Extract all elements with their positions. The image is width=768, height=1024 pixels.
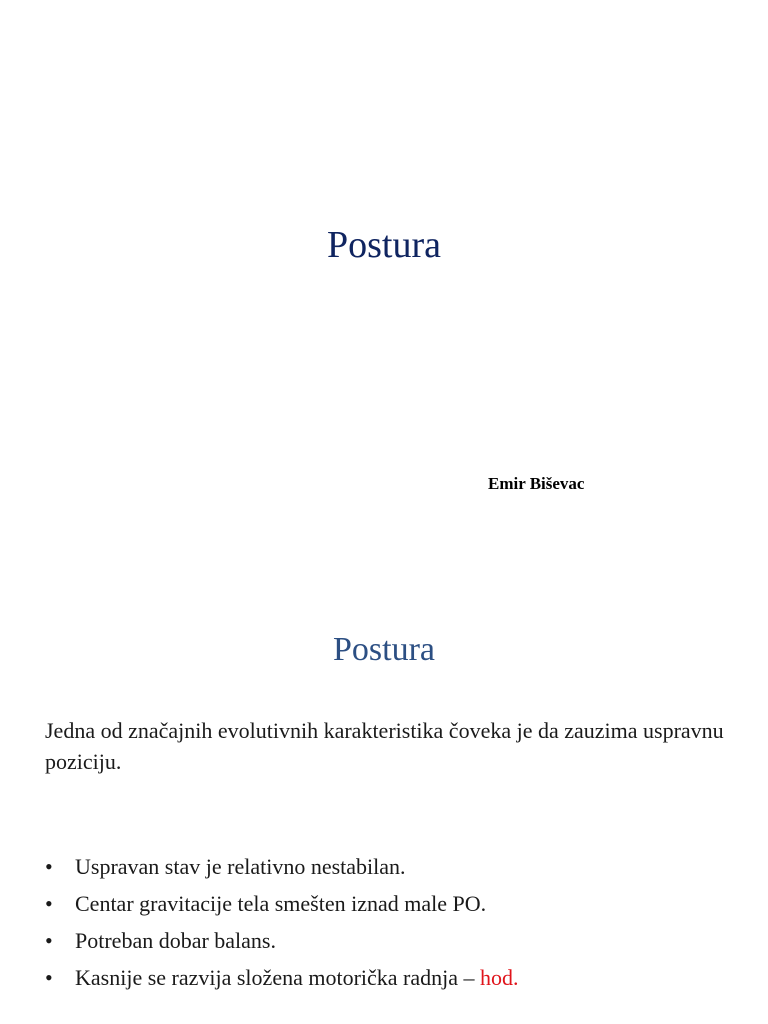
list-item-text: Kasnije se razvija složena motorička radnja –: [75, 965, 481, 990]
list-item-text: Potreban dobar balans.: [75, 928, 276, 953]
list-item: [45, 885, 745, 922]
bullet-icon: •: [45, 965, 53, 990]
highlighted-word: hod.: [480, 965, 519, 990]
list-item: [45, 959, 745, 996]
bullet-icon: •: [45, 928, 53, 953]
list-item: [45, 922, 745, 959]
author-name: Emir Biševac: [488, 474, 585, 493]
intro-paragraph: Jedna od značajnih evolutivnih karakteristika čoveka je da zauzima uspravnu poziciju.: [45, 718, 724, 774]
slide-title: Postura: [333, 631, 435, 668]
slide-title: Postura: [327, 224, 441, 266]
list-item-text: Uspravan stav je relativno nestabilan.: [75, 854, 406, 879]
bullet-list: [45, 848, 745, 996]
content-slide: [0, 576, 768, 1024]
list-item-text: Centar gravitacije tela smešten iznad male PO.: [75, 891, 487, 916]
bullet-icon: •: [45, 891, 53, 916]
bullet-icon: •: [45, 854, 53, 879]
list-item: [45, 848, 745, 885]
